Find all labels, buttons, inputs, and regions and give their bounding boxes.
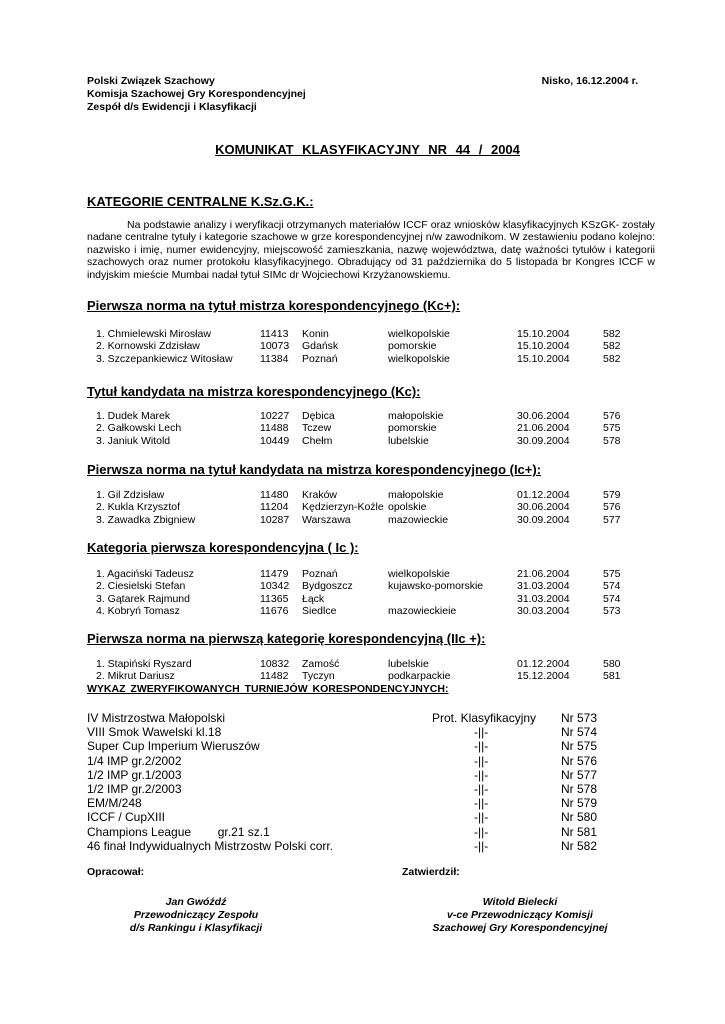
table-row	[0, 514, 725, 526]
list-item	[0, 825, 725, 839]
table-row	[0, 580, 725, 592]
city: Dębica	[302, 410, 335, 422]
city: Bydgoszcz	[302, 580, 353, 593]
protocol-number: 582	[603, 340, 621, 353]
table-row	[0, 435, 725, 447]
protocol-number: Nr 575	[561, 739, 598, 754]
tournament-name: Super Cup Imperium Wieruszów	[87, 739, 260, 754]
player-name: 3. Zawadka Zbigniew	[96, 513, 196, 526]
registration-number: 10449	[260, 434, 290, 447]
group-heading: Pierwsza norma na tytuł mistrza korespondencyjnego (Kc+):	[87, 298, 461, 313]
list-item	[0, 839, 725, 853]
protocol-label: -||-	[474, 796, 489, 811]
validity-date: 01.12.2004	[517, 658, 570, 670]
registration-number: 11479	[260, 568, 289, 580]
group-heading: Pierwsza norma na tytuł kandydata na mistrza korespondencyjnego (Ic+):	[87, 462, 542, 477]
voivodeship: pomorskie	[388, 340, 437, 353]
group-rows	[0, 489, 725, 526]
left-signature-block	[96, 896, 296, 935]
document-title: KOMUNIKAT KLASYFIKACYJNY NR 44 / 2004	[215, 142, 520, 157]
list-item	[0, 810, 725, 824]
player-name: 2. Mikrut Dariusz	[96, 670, 175, 683]
registration-number: 11676	[260, 605, 289, 618]
table-row	[0, 605, 725, 617]
place-date: Nisko, 16.12.2004 r.	[541, 75, 638, 87]
validity-date: 30.06.2004	[517, 410, 570, 422]
validity-date: 15.10.2004	[517, 340, 570, 353]
voivodeship: mazowieckieie	[388, 605, 457, 618]
registration-number: 11480	[260, 489, 289, 501]
protocol-number: 582	[603, 352, 621, 365]
voivodeship: opolskie	[388, 501, 427, 514]
validity-date: 30.09.2004	[517, 434, 570, 447]
signer-role: v-ce Przewodniczący Komisji	[447, 909, 593, 921]
list-item	[0, 796, 725, 810]
player-name: 3. Gątarek Rajmund	[96, 592, 190, 605]
player-name: 2. Kornowski Zdzisław	[96, 340, 200, 353]
validity-date: 30.09.2004	[517, 513, 570, 526]
city: Poznań	[302, 568, 338, 580]
org-name: Polski Związek Szachowy	[87, 75, 215, 87]
player-name: 2. Gałkowski Lech	[96, 422, 182, 435]
approved-by-label: Zatwierdził:	[402, 866, 460, 878]
protocol-number: Nr 578	[561, 781, 598, 796]
registration-number: 10832	[260, 658, 290, 670]
protocol-label: -||-	[474, 767, 489, 782]
verified-tournaments-heading: WYKAZ ZWERYFIKOWANYCH TURNIEJÓW KORESPONDENCYJNYCH:	[87, 683, 449, 695]
commission-name: Komisja Szachowej Gry Korespondencyjnej	[87, 88, 306, 100]
city: Poznań	[302, 352, 338, 365]
voivodeship: podkarpackie	[388, 670, 451, 683]
protocol-label: -||-	[474, 810, 489, 825]
validity-date: 15.10.2004	[517, 328, 570, 340]
city: Gdańsk	[302, 340, 339, 353]
player-name: 1. Stapiński Ryszard	[96, 658, 192, 670]
protocol-label: Prot. Klasyfikacyjny	[432, 711, 537, 725]
voivodeship: wielkopolskie	[388, 352, 450, 365]
city: Łąck	[302, 592, 325, 605]
validity-date: 30.03.2004	[517, 605, 570, 618]
tournament-name: Champions League gr.21 sz.1	[87, 824, 270, 839]
validity-date: 31.03.2004	[517, 580, 570, 593]
voivodeship: małopolskie	[388, 489, 444, 501]
city: Tyczyn	[302, 670, 335, 683]
protocol-number: 574	[603, 592, 621, 605]
voivodeship: wielkopolskie	[388, 568, 450, 580]
voivodeship: kujawsko-pomorskie	[388, 580, 484, 593]
table-row	[0, 568, 725, 580]
group-heading: Kategoria pierwsza korespondencyjna ( Ic ):	[87, 540, 359, 555]
protocol-number: 577	[603, 513, 621, 526]
signer-role: Przewodniczący Zespołu	[133, 909, 259, 921]
protocol-number: 573	[603, 605, 621, 618]
protocol-number: Nr 574	[561, 725, 598, 740]
prepared-by-label: Opracował:	[87, 866, 145, 878]
city: Konin	[302, 328, 329, 340]
protocol-number: 582	[603, 328, 621, 340]
protocol-number: Nr 582	[561, 838, 598, 853]
list-item	[0, 725, 725, 739]
protocol-label: -||-	[474, 739, 489, 754]
table-row	[0, 670, 725, 682]
protocol-label: -||-	[474, 725, 489, 740]
table-row	[0, 422, 725, 434]
validity-date: 21.06.2004	[517, 568, 570, 580]
table-row	[0, 593, 725, 605]
table-row	[0, 328, 725, 340]
table-row	[0, 410, 725, 422]
validity-date: 21.06.2004	[517, 422, 570, 435]
protocol-label: -||-	[474, 781, 489, 796]
player-name: 4. Kobryń Tomasz	[96, 605, 180, 618]
protocol-number: Nr 576	[561, 753, 598, 768]
group-heading: Tytuł kandydata na mistrza korespondencyjnego (Kc):	[87, 384, 421, 399]
validity-date: 30.06.2004	[517, 501, 570, 514]
city: Kraków	[302, 489, 338, 501]
voivodeship: pomorskie	[388, 422, 437, 435]
list-item	[0, 754, 725, 768]
tournament-name: EM/M/248	[87, 796, 142, 811]
player-name: 1. Agaciński Tadeusz	[96, 568, 194, 580]
protocol-number: 575	[603, 568, 621, 580]
city: Siedlce	[302, 605, 337, 618]
tournament-name: 1/2 IMP gr.2/2003	[87, 781, 182, 796]
registration-number: 11488	[260, 422, 289, 435]
validity-date: 01.12.2004	[517, 489, 570, 501]
table-row	[0, 489, 725, 501]
group-rows	[0, 410, 725, 447]
validity-date: 15.10.2004	[517, 352, 570, 365]
protocol-number: Nr 577	[561, 767, 598, 782]
group-heading: Pierwsza norma na pierwszą kategorię korespondencyjną (IIc +):	[87, 631, 486, 646]
player-name: 2. Ciesielski Stefan	[96, 580, 186, 593]
table-row	[0, 501, 725, 513]
signer-role-detail: Szachowej Gry Korespondencyjnej	[432, 922, 608, 934]
player-name: 2. Kukla Krzysztof	[96, 501, 181, 514]
protocol-number: Nr 581	[561, 824, 598, 839]
voivodeship: mazowieckie	[388, 513, 449, 526]
protocol-number: 578	[603, 434, 621, 447]
registration-number: 10227	[260, 410, 290, 422]
protocol-label: -||-	[474, 824, 489, 839]
voivodeship: małopolskie	[388, 410, 444, 422]
registration-number: 11384	[260, 352, 289, 365]
registration-number: 11365	[260, 592, 289, 605]
protocol-label: -||-	[474, 753, 489, 768]
protocol-number: Nr 580	[561, 810, 598, 825]
list-item	[0, 768, 725, 782]
protocol-number: Nr 573	[561, 711, 598, 725]
player-name: 1. Chmielewski Mirosław	[96, 328, 211, 340]
validity-date: 31.03.2004	[517, 592, 570, 605]
section-heading-main: KATEGORIE CENTRALNE K.Sz.G.K.:	[87, 194, 314, 209]
protocol-number: 576	[603, 501, 621, 514]
organization-header	[87, 75, 306, 114]
registration-number: 11204	[260, 501, 289, 514]
group-rows	[0, 328, 725, 365]
team-name: Zespół d/s Ewidencji i Klasyfikacji	[87, 101, 257, 113]
intro-paragraph	[87, 219, 655, 281]
voivodeship: wielkopolskie	[388, 328, 450, 340]
city: Zamość	[302, 658, 340, 670]
player-name: 3. Janiuk Witold	[96, 434, 171, 447]
player-name: 3. Szczepankiewicz Witosław	[96, 352, 233, 365]
tournament-name: 1/2 IMP gr.1/2003	[87, 767, 182, 782]
tournament-name: ICCF / CupXIII	[87, 810, 166, 825]
city: Kędzierzyn-Koźle	[302, 501, 384, 514]
protocol-number: 579	[603, 489, 621, 501]
list-item	[0, 782, 725, 796]
signer-name: Jan Gwóźdź	[165, 896, 227, 908]
group-rows	[0, 568, 725, 618]
city: Chełm	[302, 434, 333, 447]
tournament-name: 1/4 IMP gr.2/2002	[87, 753, 182, 768]
voivodeship: lubelskie	[388, 658, 429, 670]
list-item	[0, 711, 725, 725]
tournament-name: IV Mistrzostwa Małopolski	[87, 711, 226, 725]
registration-number: 10287	[260, 513, 290, 526]
registration-number: 11482	[260, 670, 289, 683]
table-row	[0, 340, 725, 352]
protocol-number: 576	[603, 410, 621, 422]
table-row	[0, 658, 725, 670]
protocol-number: 575	[603, 422, 621, 435]
city: Tczew	[302, 422, 332, 435]
tournament-list	[0, 711, 725, 853]
registration-number: 10073	[260, 340, 290, 353]
voivodeship: lubelskie	[388, 434, 429, 447]
tournament-name: VIII Smok Wawelski kl.18	[87, 725, 222, 740]
protocol-label: -||-	[474, 838, 489, 853]
tournament-name: 46 finał Indywidualnych Mistrzostw Polski corr.	[87, 838, 334, 853]
group-rows	[0, 658, 725, 683]
validity-date: 15.12.2004	[517, 670, 570, 683]
intro-text: Na podstawie analizy i weryfikacji otrzymanych materiałów ICCF oraz wniosków klasyfikacyjnych KSzGK- zostały nadane centralne tytuły i kategorie szachowe w grze korespondencyjnej n/w zawodnikom. W zestawieniu podano kolejno: nazwisko i imię, numer ewidencyjny, miejscowość zamieszkania, nazwę województwa, datę ważności tytułów i kategorii szachowych oraz numer protokołu klasyfikacyjnego. Obradujący od 31 października do 5 listopada br Kongres ICCF w indyjskim mieście Mumbai nadał tytuł SIMc dr Wojciechowi Krzyżanowskiemu.	[87, 219, 655, 281]
table-row	[0, 353, 725, 365]
list-item	[0, 739, 725, 753]
protocol-number: Nr 579	[561, 796, 598, 811]
registration-number: 11413	[260, 328, 289, 340]
player-name: 1. Gil Zdzisław	[96, 489, 165, 501]
protocol-number: 581	[603, 670, 621, 683]
right-signature-block	[420, 896, 620, 935]
signer-role-detail: d/s Rankingu i Klasyfikacji	[129, 922, 263, 934]
city: Warszawa	[302, 513, 351, 526]
protocol-number: 574	[603, 580, 621, 593]
signer-name: Witold Bielecki	[482, 896, 558, 908]
player-name: 1. Dudek Marek	[96, 410, 171, 422]
protocol-number: 580	[603, 658, 621, 670]
registration-number: 10342	[260, 580, 290, 593]
